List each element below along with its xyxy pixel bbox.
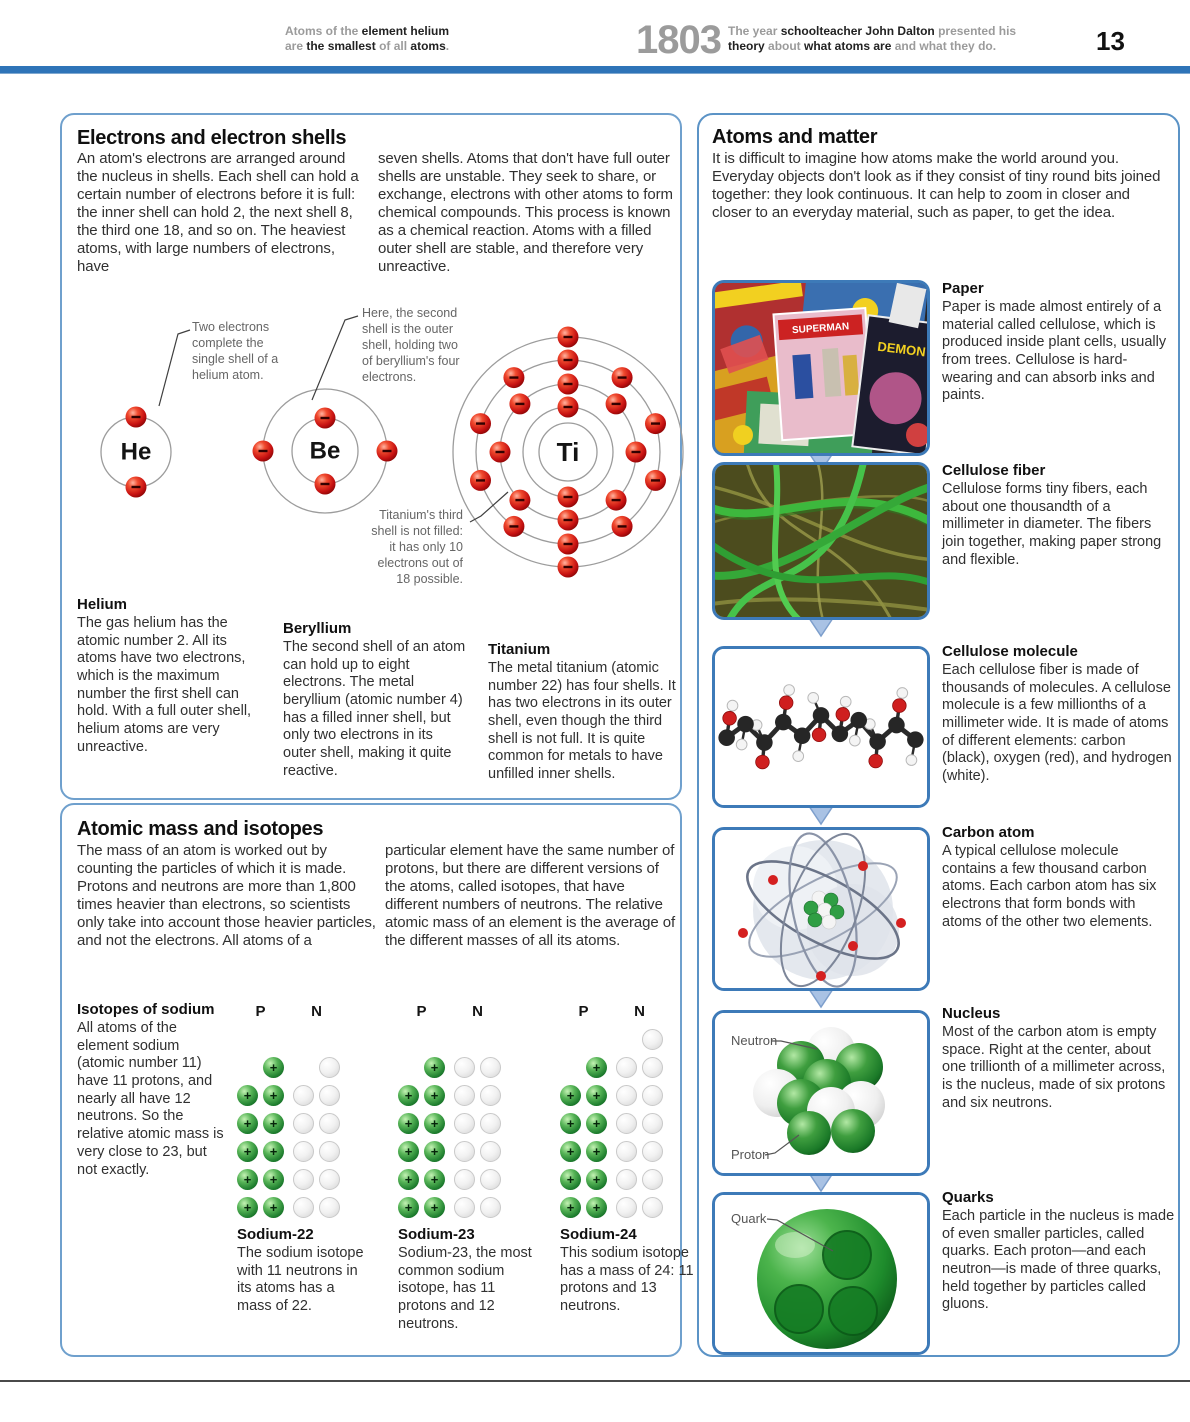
caption-isotopes-of-sodium: [77, 1001, 229, 1179]
neutron-icon: [454, 1169, 475, 1190]
isotope-column-headers: [560, 1003, 663, 1020]
neutron-icon: [642, 1141, 663, 1162]
caption-helium: [77, 596, 262, 757]
neutron-icon: [616, 1113, 637, 1134]
helium-atom-diagram: [76, 390, 196, 514]
electron-icon: [612, 367, 633, 388]
proton-icon: +: [586, 1057, 607, 1078]
electron-shells-body-col2: seven shells. Atoms that don't have full outer shells are unstable. They seek to share, or exchange, electrons with other atoms to form chemical compounds. This process is known as a chemical reaction. Atoms with a filled outer shell are stable, and therefore very unreactive.: [378, 150, 673, 275]
proton-icon: +: [398, 1085, 419, 1106]
proton-label: Proton: [731, 1147, 770, 1162]
proton-sphere: [757, 1209, 897, 1349]
neutron-icon: [293, 1085, 314, 1106]
electron-icon: [558, 350, 579, 371]
caption-beryllium-title: Beryllium: [283, 620, 352, 637]
footer-rule: [0, 1380, 1190, 1382]
isotope-diagrams: [230, 1003, 700, 1233]
neutron-icon: [642, 1085, 663, 1106]
comic-title-superman: SUPERMAN: [791, 321, 850, 337]
quark-image: [712, 1192, 930, 1355]
neutron-icon: [642, 1197, 663, 1218]
isotope-grid-sodium-23: [398, 1053, 501, 1221]
atomic-mass-body-col2: particular element have the same number of protons, but there are different versions of the atoms, called isotopes, that have different numbers of neutrons. The relative atomic mass of an element is the average of the different masses of all its atoms.: [385, 842, 676, 949]
proton-icon: +: [424, 1197, 445, 1218]
protons-column-header: P: [416, 1003, 427, 1020]
electron-icon: [558, 557, 579, 578]
caption-carbon-atom: [942, 824, 1176, 931]
caption-paper: [942, 280, 1176, 405]
caption-paper-body: Paper is made almost entirely of a material called cellulose, which is produced inside plant cells, usually from trees. Cellulose is hard-wearing and can absorb inks and paints.: [942, 299, 1167, 404]
nucleus-image: [712, 1010, 930, 1176]
proton-icon: +: [560, 1141, 581, 1162]
isotope-grid-sodium-22: [237, 1053, 340, 1221]
caption-beryllium-body: The second shell of an atom can hold up to eight electrons. The metal beryllium (atomic number 4) has a filled inner shell, but only two electrons in its outer shell, making it quite reactive.: [283, 639, 466, 779]
neutron-icon: [480, 1169, 501, 1190]
proton-icon: +: [398, 1141, 419, 1162]
neutron-icon: [454, 1057, 475, 1078]
neutron-label: Neutron: [731, 1033, 778, 1048]
proton-icon: +: [263, 1197, 284, 1218]
annotation-titanium: Titanium's third shell is not filled: it has only 10 electrons out of 18 possible.: [371, 508, 463, 586]
electron-icon: [558, 534, 579, 555]
cellulose-molecule-image: [712, 646, 930, 808]
caption-cellulose-molecule: [942, 643, 1176, 786]
proton-icon: +: [560, 1085, 581, 1106]
header-divider: [0, 66, 1190, 74]
element-symbol: Be: [309, 437, 341, 465]
neutron-icon: [319, 1169, 340, 1190]
electron-icon: [315, 408, 336, 429]
sodium-22-body: The sodium isotope with 11 neutrons in its atoms has a mass of 22.: [237, 1245, 364, 1315]
proton-icon: +: [560, 1113, 581, 1134]
electron-icon: [558, 487, 579, 508]
neutron-icon: [616, 1057, 637, 1078]
sodium-23-title: Sodium-23: [398, 1226, 475, 1243]
neutron-icon: [480, 1057, 501, 1078]
caption-nucleus-title: Nucleus: [942, 1005, 1001, 1022]
proton-icon: +: [586, 1085, 607, 1106]
neutron-icon: [642, 1029, 663, 1050]
proton-icon: +: [398, 1113, 419, 1134]
neutron-icon: [319, 1057, 340, 1078]
neutron-icon: [480, 1141, 501, 1162]
isotopes-of-sodium-title: Isotopes of sodium: [77, 1001, 215, 1018]
section-title-electron-shells: Electrons and electron shells: [77, 127, 347, 149]
quark-label: Quark: [731, 1211, 767, 1226]
proton-icon: +: [237, 1197, 258, 1218]
caption-titanium: [488, 641, 678, 784]
neutron-icon: [454, 1085, 475, 1106]
atomic-mass-body-col1: The mass of an atom is worked out by counting the particles of which it is made. Protons and neutrons are more than 1,800 times heavier than electrons, so scientists only take into account those heavier particles, and not the electrons. All atoms of a: [77, 842, 376, 949]
caption-titanium-title: Titanium: [488, 641, 551, 658]
electron-icon: [470, 470, 491, 491]
annotation-helium: Two electrons complete the single shell of a helium atom.: [192, 320, 279, 382]
sodium-24-title: Sodium-24: [560, 1226, 637, 1243]
comic-title-demon: DEMON: [876, 338, 927, 360]
element-symbol: He: [120, 438, 152, 466]
electron-icon: [558, 327, 579, 348]
proton-icon: +: [263, 1113, 284, 1134]
protons-column-header: P: [255, 1003, 266, 1020]
titanium-atom-diagram: [441, 325, 695, 579]
electron-icon: [126, 407, 147, 428]
caption-sodium-24: [560, 1226, 700, 1316]
electron-icon: [509, 490, 530, 511]
electron-icon: [503, 367, 524, 388]
electron-icon: [645, 413, 666, 434]
carbon-atom-image: [712, 827, 930, 991]
neutrons-column-header: N: [311, 1003, 322, 1020]
electron-icon: [315, 474, 336, 495]
proton-icon: +: [263, 1169, 284, 1190]
neutron-icon: [616, 1141, 637, 1162]
caption-carbon-atom-body: A typical cellulose molecule contains a few thousand carbon atoms. Each carbon atom has six electrons that form bonds with atoms of the other two elements.: [942, 843, 1157, 930]
caption-carbon-atom-title: Carbon atom: [942, 824, 1035, 841]
atoms-matter-body: It is difficult to imagine how atoms make the world around you. Everyday objects don't look as if they consist of tiny round bits joined together: they look continuous. It can help to zoom in closer and closer to an everyday material, such as paper, to get the idea.: [712, 150, 1161, 221]
caption-nucleus-body: Most of the carbon atom is empty space. Right at the center, about one trillionth of a millimeter across, is the nucleus, made of six protons and six neutrons.: [942, 1024, 1166, 1111]
electron-icon: [509, 393, 530, 414]
electron-icon: [606, 393, 627, 414]
electron-icon: [470, 413, 491, 434]
proton-icon: +: [263, 1057, 284, 1078]
neutron-icon: [319, 1085, 340, 1106]
electron-icon: [490, 442, 511, 463]
neutron-icon: [642, 1169, 663, 1190]
electron-icon: [558, 510, 579, 531]
caption-helium-title: Helium: [77, 596, 128, 613]
proton-icon: +: [263, 1085, 284, 1106]
neutron-icon: [480, 1197, 501, 1218]
neutron-icon: [454, 1113, 475, 1134]
sodium-24-body: This sodium isotope has a mass of 24: 11 protons and 13 neutrons.: [560, 1245, 694, 1315]
neutron-icon: [319, 1113, 340, 1134]
neutron-icon: [616, 1169, 637, 1190]
electron-icon: [612, 516, 633, 537]
neutron-icon: [642, 1057, 663, 1078]
sodium-22-title: Sodium-22: [237, 1226, 314, 1243]
header-caption-dalton: The year schoolteacher John Dalton presented his theory about what atoms are and what they do.: [728, 24, 1017, 54]
proton-icon: +: [560, 1169, 581, 1190]
electron-icon: [126, 477, 147, 498]
caption-sodium-23: [398, 1226, 538, 1333]
caption-cellulose-molecule-title: Cellulose molecule: [942, 643, 1078, 660]
neutron-icon: [454, 1197, 475, 1218]
cellulose-fiber-image: [712, 462, 930, 620]
proton-icon: +: [237, 1085, 258, 1106]
proton-icon: +: [398, 1197, 419, 1218]
protons-column-header: P: [578, 1003, 589, 1020]
neutron-icon: [293, 1197, 314, 1218]
electron-icon: [558, 374, 579, 395]
section-title-atomic-mass: Atomic mass and isotopes: [77, 818, 324, 840]
paper-image: [712, 280, 930, 456]
electron-icon: [626, 442, 647, 463]
proton-icon: +: [424, 1113, 445, 1134]
neutron-icon: [319, 1141, 340, 1162]
isotopes-of-sodium-body: All atoms of the element sodium (atomic number 11) have 11 protons, and nearly all have 12 neutrons. So the relative atomic mass is very close to 23, but not exactly.: [77, 1020, 224, 1178]
proton-icon: +: [586, 1141, 607, 1162]
proton-icon: +: [424, 1141, 445, 1162]
neutron-icon: [616, 1085, 637, 1106]
electron-icon: [503, 516, 524, 537]
caption-cellulose-fiber-body: Cellulose forms tiny fibers, each about one thousandth of a millimeter in diameter. The fibers join together, making paper strong and flexible.: [942, 481, 1162, 568]
header-caption-helium: Atoms of the element helium are the smallest of all atoms.: [285, 24, 450, 54]
electron-icon: [377, 441, 398, 462]
proton-icon: +: [398, 1169, 419, 1190]
caption-quarks: [942, 1189, 1176, 1314]
caption-sodium-22: [237, 1226, 365, 1316]
electron-icon: [606, 490, 627, 511]
neutron-icon: [642, 1113, 663, 1134]
neutrons-column-header: N: [634, 1003, 645, 1020]
caption-quarks-title: Quarks: [942, 1189, 994, 1206]
proton-icon: +: [424, 1057, 445, 1078]
sodium-23-body: Sodium-23, the most common sodium isotope, has 11 protons and 12 neutrons.: [398, 1245, 532, 1332]
caption-nucleus: [942, 1005, 1176, 1112]
proton-icon: +: [560, 1197, 581, 1218]
neutron-icon: [319, 1197, 340, 1218]
proton-icon: +: [424, 1085, 445, 1106]
caption-quarks-body: Each particle in the nucleus is made of even smaller particles, called quarks. Each proton—and each neutron—is made of three quarks, held together by particles called gluons.: [942, 1208, 1175, 1313]
page-number: 13: [1096, 26, 1125, 56]
proton-icon: +: [586, 1197, 607, 1218]
caption-paper-title: Paper: [942, 280, 984, 297]
electron-icon: [253, 441, 274, 462]
proton-icon: +: [586, 1169, 607, 1190]
electron-icon: [645, 470, 666, 491]
neutrons-column-header: N: [472, 1003, 483, 1020]
proton-icon: +: [586, 1113, 607, 1134]
caption-cellulose-molecule-body: Each cellulose fiber is made of thousands of molecules. A cellulose molecule is a few millionths of a millimeter wide. It is made of atoms of different elements: carbon (black), oxygen (red), and hydrogen (white).: [942, 662, 1172, 785]
neutron-icon: [480, 1113, 501, 1134]
proton-icon: +: [237, 1141, 258, 1162]
electron-icon: [558, 397, 579, 418]
caption-titanium-body: The metal titanium (atomic number 22) has four shells. It has two electrons in its outer shell, even though the third shell is not full. It is quite common for metals to have unfilled inner shells.: [488, 660, 676, 783]
isotope-column-headers: [398, 1003, 501, 1020]
element-symbol: Ti: [556, 437, 580, 467]
proton-icon: +: [237, 1113, 258, 1134]
section-title-atoms-matter: Atoms and matter: [712, 126, 878, 148]
caption-beryllium: [283, 620, 468, 781]
caption-helium-body: The gas helium has the atomic number 2. All its atoms have two electrons, which is the maximum number the first shell can hold. With a full outer shell, helium atoms are very unreactive.: [77, 615, 252, 755]
proton-icon: +: [263, 1141, 284, 1162]
year-label: 1803: [636, 18, 721, 62]
neutron-icon: [616, 1197, 637, 1218]
caption-cellulose-fiber: [942, 462, 1176, 569]
isotope-column-headers: [237, 1003, 340, 1020]
proton-icon: +: [237, 1169, 258, 1190]
caption-cellulose-fiber-title: Cellulose fiber: [942, 462, 1046, 479]
electron-shells-body-col1: An atom's electrons are arranged around the nucleus in shells. Each shell can hold a certain number of electrons before it is full: the inner shell can hold 2, the next shell 8, the third one 18, and so on. The heaviest atoms, with large numbers of electrons, have: [77, 150, 359, 275]
neutron-icon: [293, 1169, 314, 1190]
neutron-icon: [293, 1113, 314, 1134]
neutron-icon: [454, 1141, 475, 1162]
annotation-beryllium: Here, the second shell is the outer shell, holding two of beryllium's four electrons.: [362, 306, 460, 384]
proton-icon: +: [424, 1169, 445, 1190]
isotope-grid-sodium-24: [560, 1025, 663, 1221]
neutron-icon: [480, 1085, 501, 1106]
neutron-icon: [293, 1141, 314, 1162]
